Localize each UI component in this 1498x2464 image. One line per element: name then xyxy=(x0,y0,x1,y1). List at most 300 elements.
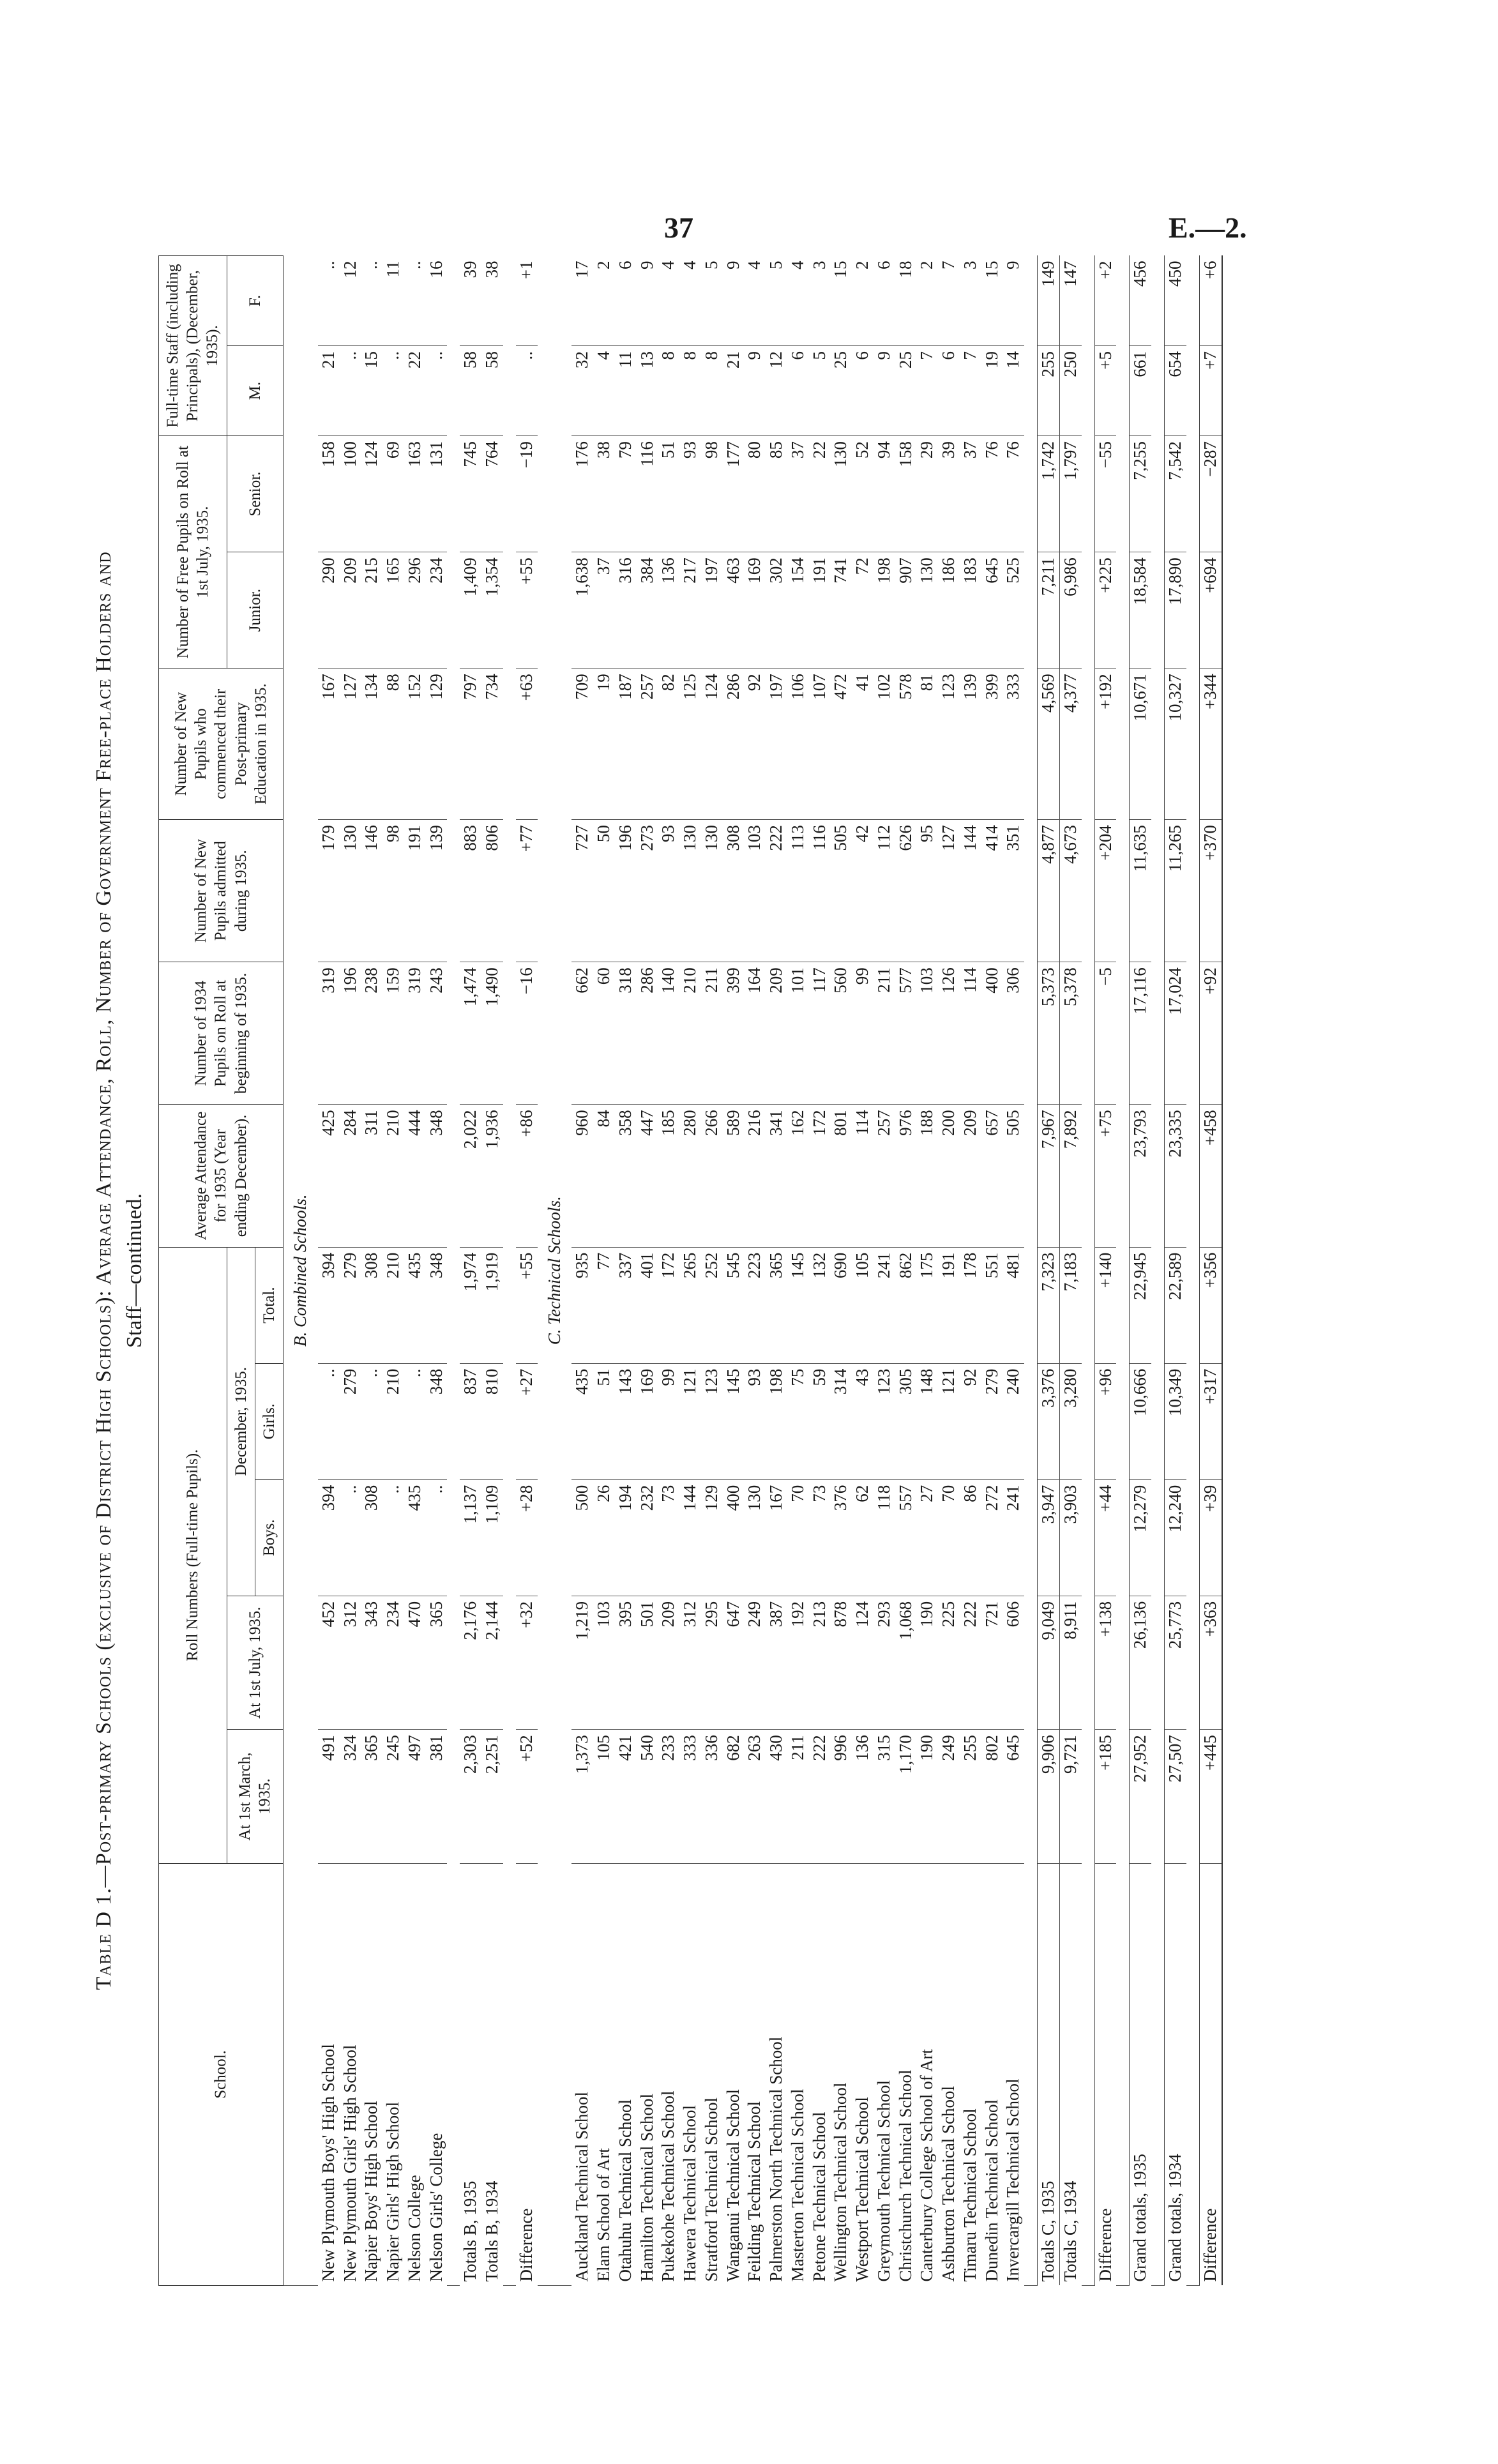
value-cell: 130 xyxy=(679,820,701,962)
school-row xyxy=(787,256,809,2286)
value-cell: 657 xyxy=(981,1105,1003,1247)
value-cell: 435 xyxy=(404,1479,426,1596)
school-row xyxy=(382,256,404,2286)
value-cell: −19 xyxy=(516,436,538,552)
value-cell: 324 xyxy=(340,1730,361,1863)
school-name-cell: Totals B, 1934 xyxy=(482,2181,502,2282)
value-cell: 5 xyxy=(766,256,787,346)
value-cell: 25,773 xyxy=(1165,1596,1186,1729)
school-name-cell: Invercargill Technical School xyxy=(1003,2078,1023,2282)
spacer-row xyxy=(447,256,460,2286)
value-cell: 387 xyxy=(766,1596,787,1729)
value-cell: 210 xyxy=(679,962,701,1105)
value-cell: 245 xyxy=(382,1730,404,1863)
value-cell: 662 xyxy=(571,962,593,1105)
value-cell: 200 xyxy=(938,1105,960,1247)
value-cell: 4 xyxy=(658,256,679,346)
value-cell: 481 xyxy=(1002,1247,1024,1363)
spacer-cell xyxy=(1116,256,1130,2286)
value-cell: 400 xyxy=(723,1479,745,1596)
value-cell: 1,974 xyxy=(460,1247,481,1363)
school-name-cell: Hamilton Technical School xyxy=(637,2093,656,2282)
value-cell: 238 xyxy=(361,962,382,1105)
value-cell: 690 xyxy=(830,1247,852,1363)
value-cell: 210 xyxy=(382,1247,404,1363)
school-name-cell: Dunedin Technical School xyxy=(981,2099,1001,2282)
value-cell: 279 xyxy=(340,1363,361,1479)
value-cell: 560 xyxy=(830,962,852,1105)
value-cell: 164 xyxy=(744,962,766,1105)
value-cell: 525 xyxy=(1002,552,1024,669)
value-cell: 98 xyxy=(701,436,723,552)
value-cell: 130 xyxy=(701,820,723,962)
table-caption: Table D 1.—Post-primary Schools (exclusive of District High Schools): Average Attendance, Roll, Number of Government Free-place Holders and xyxy=(92,551,116,1990)
value-cell: 27,952 xyxy=(1130,1730,1151,1863)
value-cell: 233 xyxy=(658,1730,679,1863)
value-cell: 10,666 xyxy=(1130,1363,1151,1479)
value-cell: 279 xyxy=(340,1247,361,1363)
value-cell: 241 xyxy=(874,1247,895,1363)
spacer-cell xyxy=(503,256,516,2286)
school-row xyxy=(658,256,679,2286)
value-cell: .. xyxy=(340,346,361,436)
value-cell: 123 xyxy=(701,1363,723,1479)
value-cell: 17,890 xyxy=(1165,552,1186,669)
value-cell: 39 xyxy=(938,436,960,552)
value-cell: 223 xyxy=(744,1247,766,1363)
value-cell: 18,584 xyxy=(1130,552,1151,669)
value-cell: 5,373 xyxy=(1038,962,1060,1105)
value-cell: 376 xyxy=(830,1479,852,1596)
value-cell: 94 xyxy=(874,436,895,552)
data-table xyxy=(158,255,1223,2286)
school-name-cell: New Plymouth Boys' High School xyxy=(318,2044,338,2282)
school-row xyxy=(960,256,981,2286)
value-cell: 73 xyxy=(658,1479,679,1596)
value-cell: 190 xyxy=(916,1596,938,1729)
value-cell: 1,109 xyxy=(481,1479,503,1596)
value-cell: 37 xyxy=(787,436,809,552)
value-cell: 76 xyxy=(1002,436,1024,552)
school-name-cell: Christchurch Technical School xyxy=(895,2069,915,2282)
value-cell: 16 xyxy=(426,256,448,346)
school-name-cell: Elam School of Art xyxy=(594,2148,614,2282)
value-cell: +1 xyxy=(516,256,538,346)
value-cell: 41 xyxy=(852,669,874,820)
spacer-row xyxy=(1186,256,1200,2286)
value-cell: 178 xyxy=(960,1247,981,1363)
value-cell: 472 xyxy=(830,669,852,820)
school-row xyxy=(852,256,874,2286)
school-row xyxy=(571,256,593,2286)
value-cell: 11,635 xyxy=(1130,820,1151,962)
value-cell: 3,903 xyxy=(1059,1479,1081,1596)
value-cell: 209 xyxy=(766,962,787,1105)
pupils-1934-header: Number of 1934 Pupils on Roll at beginning of 1935. xyxy=(158,962,283,1105)
value-cell: 169 xyxy=(637,1363,658,1479)
difference-row xyxy=(1199,256,1222,2286)
value-cell: 38 xyxy=(593,436,615,552)
value-cell: 158 xyxy=(318,436,340,552)
value-cell: 2 xyxy=(852,256,874,346)
table-caption-continued: Staff—continued. xyxy=(122,1193,146,1349)
value-cell: 12 xyxy=(340,256,361,346)
value-cell: 145 xyxy=(787,1247,809,1363)
value-cell: 7 xyxy=(938,256,960,346)
value-cell: .. xyxy=(361,256,382,346)
value-cell: +52 xyxy=(516,1730,538,1863)
value-cell: 6 xyxy=(615,256,637,346)
value-cell: 960 xyxy=(571,1105,593,1247)
school-row xyxy=(426,256,448,2286)
value-cell: 27 xyxy=(916,1479,938,1596)
value-cell: 144 xyxy=(960,820,981,962)
value-cell: 505 xyxy=(830,820,852,962)
value-cell: 806 xyxy=(481,820,503,962)
value-cell: 255 xyxy=(1038,346,1060,436)
value-cell: 400 xyxy=(981,962,1003,1105)
school-name-cell: Feilding Technical School xyxy=(745,2101,764,2282)
table-head xyxy=(158,256,283,2286)
value-cell: 3,280 xyxy=(1059,1363,1081,1479)
value-cell: 7,183 xyxy=(1059,1247,1081,1363)
value-cell: 129 xyxy=(701,1479,723,1596)
value-cell: 351 xyxy=(1002,820,1024,962)
value-cell: +27 xyxy=(516,1363,538,1479)
value-cell: 9 xyxy=(723,256,745,346)
value-cell: 293 xyxy=(874,1596,895,1729)
value-cell: 6,986 xyxy=(1059,552,1081,669)
value-cell: 134 xyxy=(361,669,382,820)
value-cell: 257 xyxy=(874,1105,895,1247)
value-cell: 215 xyxy=(361,552,382,669)
value-cell: 127 xyxy=(938,820,960,962)
value-cell: 186 xyxy=(938,552,960,669)
value-cell: 136 xyxy=(852,1730,874,1863)
value-cell: .. xyxy=(404,1363,426,1479)
value-cell: 654 xyxy=(1165,346,1186,436)
value-cell: 25 xyxy=(895,346,917,436)
value-cell: 190 xyxy=(916,1730,938,1863)
spacer-cell xyxy=(1186,256,1200,2286)
value-cell: +96 xyxy=(1094,1363,1116,1479)
section-heading-row xyxy=(284,256,318,2286)
value-cell: 745 xyxy=(460,436,481,552)
difference-row xyxy=(1094,256,1116,2286)
value-cell: 179 xyxy=(318,820,340,962)
value-cell: 348 xyxy=(426,1105,448,1247)
value-cell: 343 xyxy=(361,1596,382,1729)
value-cell: 280 xyxy=(679,1105,701,1247)
school-row xyxy=(701,256,723,2286)
spacer-row xyxy=(1151,256,1165,2286)
value-cell: 456 xyxy=(1130,256,1151,346)
value-cell: 19 xyxy=(593,669,615,820)
value-cell: 69 xyxy=(382,436,404,552)
value-cell: 551 xyxy=(981,1247,1003,1363)
value-cell: 103 xyxy=(744,820,766,962)
value-cell: 272 xyxy=(981,1479,1003,1596)
school-row xyxy=(637,256,658,2286)
value-cell: 878 xyxy=(830,1596,852,1729)
value-cell: 198 xyxy=(766,1363,787,1479)
value-cell: 139 xyxy=(426,820,448,962)
value-cell: −55 xyxy=(1094,436,1116,552)
value-cell: 225 xyxy=(938,1596,960,1729)
value-cell: 266 xyxy=(701,1105,723,1247)
spacer-row xyxy=(1024,256,1038,2286)
value-cell: 365 xyxy=(426,1596,448,1729)
school-name-cell: Wellington Technical School xyxy=(831,2082,851,2282)
value-cell: 196 xyxy=(615,820,637,962)
school-row xyxy=(615,256,637,2286)
value-cell: 734 xyxy=(481,669,503,820)
school-name-cell: Totals C, 1934 xyxy=(1059,1863,1081,2285)
value-cell: 144 xyxy=(679,1479,701,1596)
value-cell: 175 xyxy=(916,1247,938,1363)
value-cell: 211 xyxy=(701,962,723,1105)
value-cell: 99 xyxy=(658,1363,679,1479)
value-cell: 37 xyxy=(593,552,615,669)
value-cell: 81 xyxy=(916,669,938,820)
value-cell: +28 xyxy=(516,1479,538,1596)
value-cell: 243 xyxy=(426,962,448,1105)
march-header: At 1st March, 1935. xyxy=(227,1730,284,1863)
value-cell: 130 xyxy=(830,436,852,552)
school-name-cell: New Plymouth Girls' High School xyxy=(340,2045,359,2282)
section-title: C. Technical Schools. xyxy=(538,256,572,2286)
value-cell: 365 xyxy=(361,1730,382,1863)
school-name-cell: Totals C, 1935 xyxy=(1038,1863,1060,2285)
value-cell: 11 xyxy=(615,346,637,436)
value-cell: 682 xyxy=(723,1730,745,1863)
value-cell: 308 xyxy=(723,820,745,962)
value-cell: 116 xyxy=(637,436,658,552)
value-cell: 82 xyxy=(658,669,679,820)
value-cell: 435 xyxy=(404,1247,426,1363)
value-cell: 105 xyxy=(593,1730,615,1863)
value-cell: 130 xyxy=(340,820,361,962)
value-cell: 114 xyxy=(852,1105,874,1247)
value-cell: .. xyxy=(426,346,448,436)
value-cell: 9,721 xyxy=(1059,1730,1081,1863)
value-cell: 210 xyxy=(382,1363,404,1479)
spacer-cell xyxy=(1024,256,1038,2286)
school-name-cell: Otahuhu Technical School xyxy=(615,2099,635,2282)
school-name-cell: Timaru Technical School xyxy=(960,2108,980,2282)
value-cell: +363 xyxy=(1199,1596,1222,1729)
value-cell: +86 xyxy=(516,1105,538,1247)
value-cell: 497 xyxy=(404,1730,426,1863)
girls-header: Girls. xyxy=(255,1363,283,1479)
value-cell: 645 xyxy=(981,552,1003,669)
value-cell: 501 xyxy=(637,1596,658,1729)
value-cell: 22,945 xyxy=(1130,1247,1151,1363)
value-cell: 12,240 xyxy=(1165,1479,1186,1596)
totals-row xyxy=(481,256,503,2286)
staff-f-header: F. xyxy=(227,256,284,346)
staff-m-header: M. xyxy=(227,346,284,436)
value-cell: 7,542 xyxy=(1165,436,1186,552)
value-cell: 12,279 xyxy=(1130,1479,1151,1596)
value-cell: 394 xyxy=(318,1247,340,1363)
value-cell: 222 xyxy=(766,820,787,962)
spacer-cell xyxy=(447,256,460,2286)
value-cell: 103 xyxy=(593,1596,615,1729)
value-cell: 209 xyxy=(340,552,361,669)
value-cell: 348 xyxy=(426,1247,448,1363)
value-cell: 70 xyxy=(787,1479,809,1596)
value-cell: 976 xyxy=(895,1105,917,1247)
value-cell: 6 xyxy=(938,346,960,436)
value-cell: 101 xyxy=(787,962,809,1105)
value-cell: 21 xyxy=(318,346,340,436)
value-cell: 124 xyxy=(852,1596,874,1729)
value-cell: +55 xyxy=(516,552,538,669)
value-cell: 4 xyxy=(787,256,809,346)
value-cell: 1,219 xyxy=(571,1596,593,1729)
value-cell: 216 xyxy=(744,1105,766,1247)
value-cell: −5 xyxy=(1094,962,1116,1105)
value-cell: 77 xyxy=(593,1247,615,1363)
value-cell: +7 xyxy=(1199,346,1222,436)
value-cell: 124 xyxy=(701,669,723,820)
value-cell: 8 xyxy=(658,346,679,436)
value-cell: 140 xyxy=(658,962,679,1105)
value-cell: 51 xyxy=(658,436,679,552)
value-cell: 183 xyxy=(960,552,981,669)
value-cell: 249 xyxy=(938,1730,960,1863)
school-name-cell: Difference xyxy=(516,2208,536,2282)
value-cell: 312 xyxy=(679,1596,701,1729)
value-cell: 17 xyxy=(571,256,593,346)
value-cell: 58 xyxy=(460,346,481,436)
value-cell: 177 xyxy=(723,436,745,552)
value-cell: 505 xyxy=(1002,1105,1024,1247)
value-cell: 1,490 xyxy=(481,962,503,1105)
spacer-row xyxy=(1082,256,1095,2286)
totals-row xyxy=(1038,256,1060,2286)
value-cell: 263 xyxy=(744,1730,766,1863)
value-cell: 169 xyxy=(744,552,766,669)
page-number: 37 xyxy=(664,211,693,244)
school-name-cell: Napier Boys' High School xyxy=(361,2101,381,2282)
value-cell: 2,144 xyxy=(481,1596,503,1729)
value-cell: 394 xyxy=(318,1479,340,1596)
value-cell: 14 xyxy=(1002,346,1024,436)
value-cell: +55 xyxy=(516,1247,538,1363)
value-cell: 1,638 xyxy=(571,552,593,669)
value-cell: 545 xyxy=(723,1247,745,1363)
school-name-cell: Hawera Technical School xyxy=(680,2105,700,2282)
value-cell: 741 xyxy=(830,552,852,669)
value-cell: 399 xyxy=(723,962,745,1105)
value-cell: 319 xyxy=(404,962,426,1105)
value-cell: 7,211 xyxy=(1038,552,1060,669)
value-cell: +138 xyxy=(1094,1596,1116,1729)
value-cell: 10,327 xyxy=(1165,669,1186,820)
value-cell: 401 xyxy=(637,1247,658,1363)
value-cell: 84 xyxy=(593,1105,615,1247)
value-cell: 59 xyxy=(809,1363,831,1479)
school-row xyxy=(593,256,615,2286)
value-cell: 1,919 xyxy=(481,1247,503,1363)
value-cell: .. xyxy=(516,346,538,436)
value-cell: 4 xyxy=(679,256,701,346)
value-cell: 7 xyxy=(916,346,938,436)
value-cell: 8 xyxy=(701,346,723,436)
value-cell: .. xyxy=(318,1363,340,1479)
value-cell: 1,474 xyxy=(460,962,481,1105)
value-cell: 191 xyxy=(404,820,426,962)
value-cell: 38 xyxy=(481,256,503,346)
value-cell: 93 xyxy=(679,436,701,552)
value-cell: 430 xyxy=(766,1730,787,1863)
value-cell: 647 xyxy=(723,1596,745,1729)
value-cell: 95 xyxy=(916,820,938,962)
value-cell: 337 xyxy=(615,1247,637,1363)
value-cell: 7,892 xyxy=(1059,1105,1081,1247)
value-cell: 306 xyxy=(1002,962,1024,1105)
value-cell: 125 xyxy=(679,669,701,820)
school-row xyxy=(830,256,852,2286)
value-cell: +204 xyxy=(1094,820,1116,962)
value-cell: 132 xyxy=(809,1247,831,1363)
value-cell: .. xyxy=(426,1479,448,1596)
spacer-row xyxy=(1116,256,1130,2286)
value-cell: 209 xyxy=(960,1105,981,1247)
value-cell: 314 xyxy=(830,1363,852,1479)
value-cell: 11 xyxy=(382,256,404,346)
value-cell: 158 xyxy=(895,436,917,552)
value-cell: 113 xyxy=(787,820,809,962)
value-cell: 26 xyxy=(593,1479,615,1596)
value-cell: 4,569 xyxy=(1038,669,1060,820)
value-cell: +75 xyxy=(1094,1105,1116,1247)
value-cell: 9,906 xyxy=(1038,1730,1060,1863)
value-cell: 76 xyxy=(981,436,1003,552)
school-name-cell: Palmerston North Technical School xyxy=(766,2036,786,2282)
spacer-row xyxy=(503,256,516,2286)
value-cell: +317 xyxy=(1199,1363,1222,1479)
value-cell: 1,409 xyxy=(460,552,481,669)
value-cell: 196 xyxy=(340,962,361,1105)
value-cell: 102 xyxy=(874,669,895,820)
value-cell: 384 xyxy=(637,552,658,669)
school-row xyxy=(361,256,382,2286)
section-heading-row xyxy=(538,256,572,2286)
value-cell: 192 xyxy=(787,1596,809,1729)
value-cell: 414 xyxy=(981,820,1003,962)
value-cell: 172 xyxy=(809,1105,831,1247)
value-cell: 286 xyxy=(723,669,745,820)
value-cell: .. xyxy=(340,1479,361,1596)
value-cell: 222 xyxy=(809,1730,831,1863)
value-cell: 62 xyxy=(852,1479,874,1596)
value-cell: 213 xyxy=(809,1596,831,1729)
value-cell: 435 xyxy=(571,1363,593,1479)
value-cell: 124 xyxy=(361,436,382,552)
value-cell: 296 xyxy=(404,552,426,669)
value-cell: 152 xyxy=(404,669,426,820)
value-cell: 996 xyxy=(830,1730,852,1863)
value-cell: 1,373 xyxy=(571,1730,593,1863)
value-cell: 241 xyxy=(1002,1479,1024,1596)
value-cell: 333 xyxy=(1002,669,1024,820)
value-cell: 284 xyxy=(340,1105,361,1247)
value-cell: +344 xyxy=(1199,669,1222,820)
value-cell: 249 xyxy=(744,1596,766,1729)
